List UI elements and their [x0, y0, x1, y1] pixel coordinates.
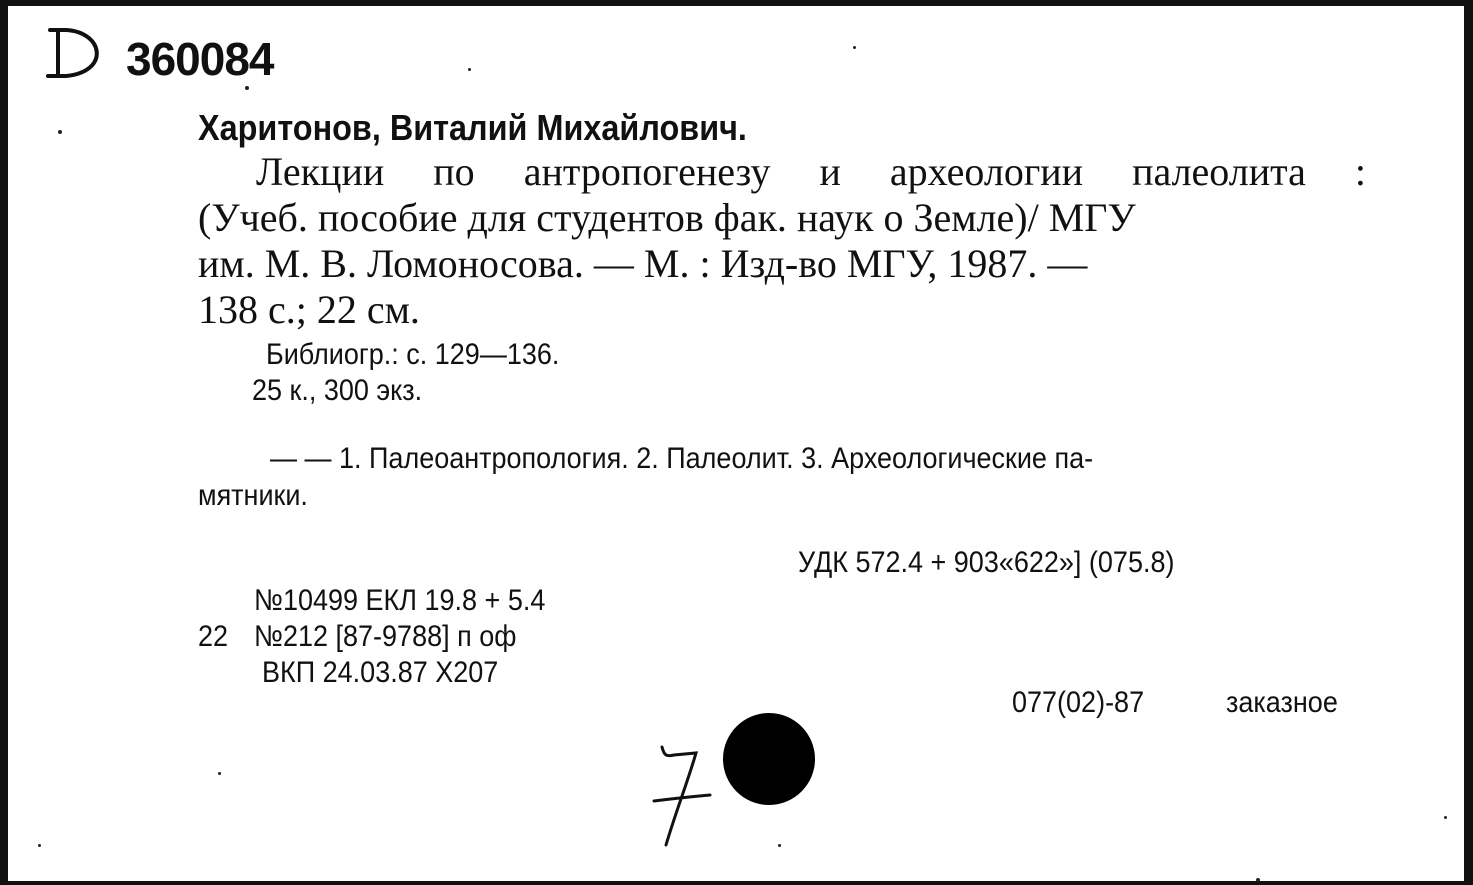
title-line-4: 138 с.; 22 см.: [198, 287, 420, 332]
speck: [468, 68, 471, 71]
order-type: заказное: [1226, 686, 1338, 719]
price-note: 25 к., 300 экз.: [252, 374, 423, 407]
speck: [1256, 878, 1260, 882]
title-line-1: Лекции по антропогенезу и археологии палеолита :: [256, 149, 1366, 194]
bibliography-note: Библиогр.: с. 129—136.: [266, 338, 560, 371]
subjects-line-2: мятники.: [198, 479, 308, 512]
registry-line-3: ВКП 24.03.87 Х207: [262, 656, 499, 689]
speck: [245, 86, 249, 90]
registry-prefix: 22: [198, 620, 229, 653]
registry-line-2: №212 [87-9788] п оф: [254, 620, 517, 653]
call-number: 360084: [126, 33, 274, 85]
speck: [778, 844, 781, 847]
speck: [38, 844, 41, 847]
order-code: 077(02)-87: [1012, 686, 1145, 719]
author-heading: Харитонов, Виталий Михайлович.: [198, 107, 747, 148]
handwritten-seven-mark: [648, 741, 718, 851]
handwritten-d-icon: [44, 22, 124, 82]
udc-code: УДК 572.4 + 903«622»] (075.8): [798, 546, 1175, 579]
title-line-3: им. М. В. Ломоносова. — М. : Изд-во МГУ, 1987. —: [198, 241, 1088, 286]
subjects-line-1: — — 1. Палеоантропология. 2. Палеолит. 3. Археологические па-: [270, 442, 1094, 475]
speck: [853, 46, 856, 49]
registry-line-1: №10499 ЕКЛ 19.8 + 5.4: [254, 584, 546, 617]
punch-hole: [723, 713, 815, 805]
speck: [1444, 816, 1447, 819]
title-line-2: (Учеб. пособие для студентов фак. наук о Земле)/ МГУ: [198, 195, 1136, 240]
speck: [58, 130, 62, 134]
speck: [218, 772, 221, 775]
